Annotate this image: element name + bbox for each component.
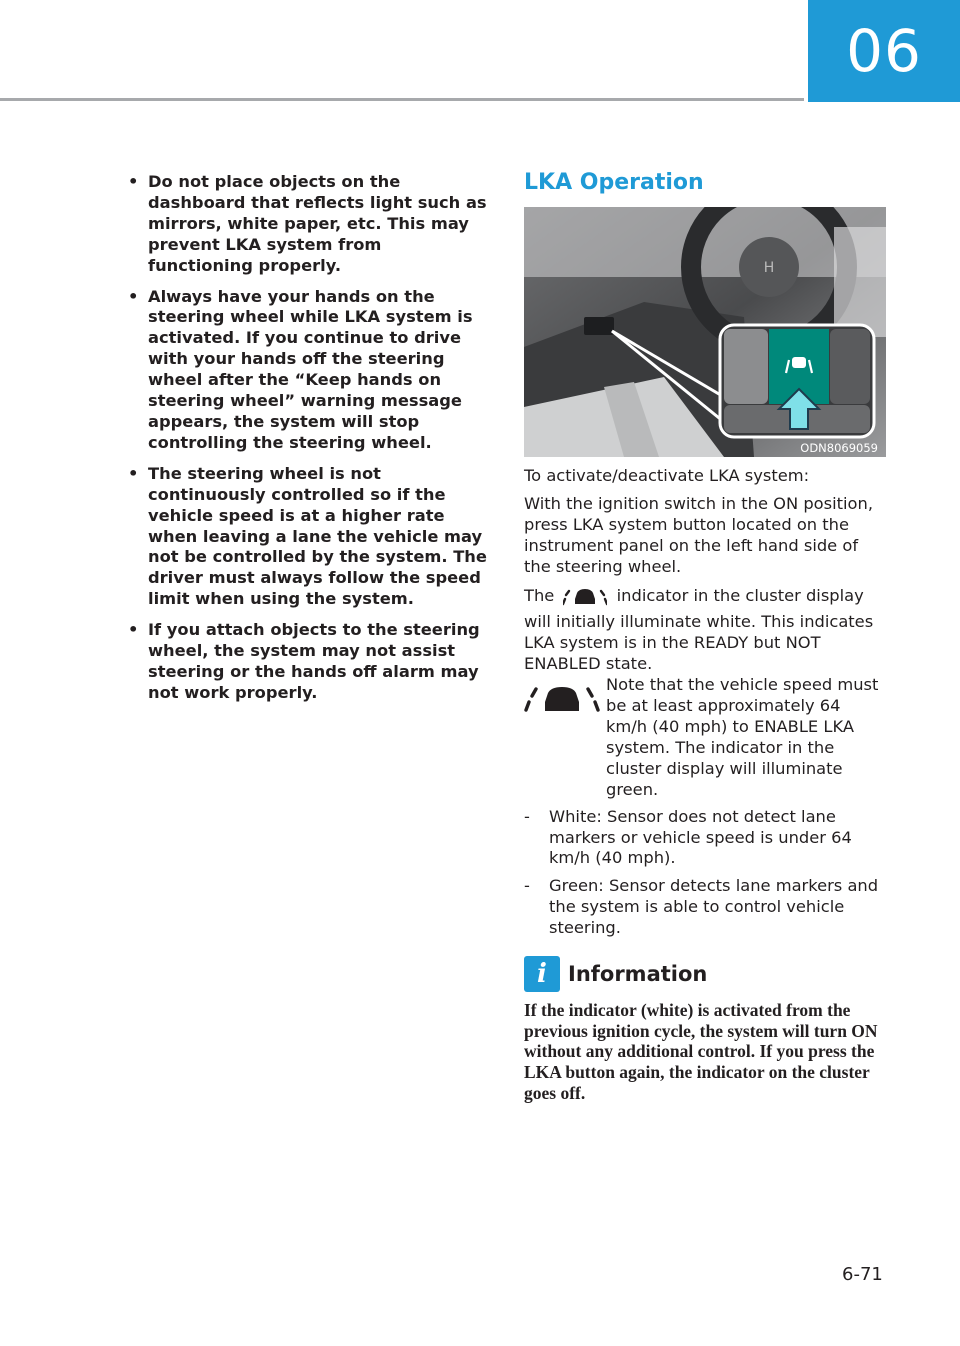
information-box [524, 956, 886, 1104]
speed-note [524, 675, 886, 800]
lka-button-photo [524, 207, 886, 457]
operation-text [524, 466, 886, 946]
information-body: If the indicator (white) is activated from the previous ignition cycle, the system will turn ON without any additional control. If you press the LKA button again, the indicator on the cluster goes off. [524, 1000, 878, 1103]
speed-note-text: Note that the vehicle speed must be at least approximately 64 km/h (40 mph) to ENABLE LKA system. The indicator in the cluster display will illuminate green. [606, 675, 879, 799]
bullet-item: • Always have your hands on the steering wheel while LKA system is activated. If you continue to drive with your hands off the steering wheel after the “Keep hands on steering wheel” warning message appears, the system will stop controlling the steering wheel. [128, 287, 490, 454]
list-item: - Green: Sensor detects lane markers and the system is able to control vehicle steering. [524, 876, 886, 939]
bullet-item: • If you attach objects to the steering wheel, the system may not assist steering or the hands off alarm may not work properly. [128, 620, 490, 704]
header-rule [0, 98, 804, 101]
list-item: - White: Sensor does not detect lane markers or vehicle speed is under 64 km/h (40 mph). [524, 807, 886, 870]
info-icon: i [524, 956, 560, 992]
indicator-paragraph [524, 585, 886, 676]
bullet-item: • The steering wheel is not continuously controlled so if the vehicle speed is at a higher rate when leaving a lane the vehicle may not be controlled by the system. The driver must always follow the speed limit when using the system. [128, 464, 490, 610]
svg-text:H: H [763, 260, 775, 276]
activation-paragraph: With the ignition switch in the ON position, press LKA system button located on the instrument panel on the left hand side of the steering wheel. [524, 493, 873, 576]
indicator-paragraph-lead: The [524, 585, 555, 605]
caution-bullet-list [128, 172, 490, 714]
bullet-item: • Do not place objects on the dashboard that reflects light such as mirrors, white paper, etc. This may prevent LKA system from functioning properly. [128, 172, 490, 277]
lka-indicator-large-icon [524, 675, 606, 800]
figure-code: ODN8069059 [800, 441, 878, 455]
page-number: 6-71 [842, 1264, 883, 1285]
section-title: LKA Operation [524, 170, 704, 195]
indicator-paragraph-rest: indicator in the cluster display will initially illuminate white. This indicates LKA system is in the READY but NOT ENABLED state. [524, 585, 874, 674]
dashboard-illustration [524, 207, 886, 457]
chapter-tab: 06 [808, 0, 960, 102]
intro-text: To activate/deactivate LKA system: [524, 466, 810, 485]
lka-indicator-icon [563, 585, 607, 613]
information-header [524, 956, 886, 992]
information-title: Information [568, 962, 708, 986]
